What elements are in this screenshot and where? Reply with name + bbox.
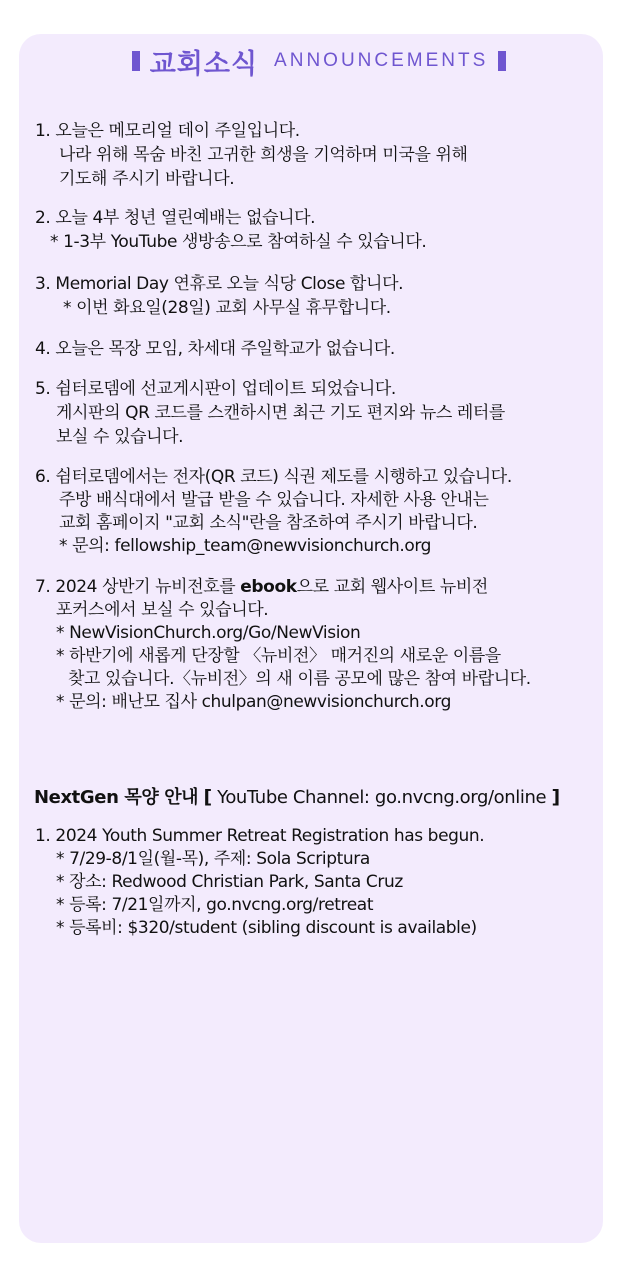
announcement-7-line-4: * 하반기에 새롭게 단장할 〈뉴비전〉 매거진의 새로운 이름을	[56, 646, 501, 666]
header-title-korean: 교회소식	[149, 48, 259, 80]
announcement-4-line-1: 4. 오늘은 목장 모임, 차세대 주일학교가 없습니다.	[35, 339, 395, 359]
announcement-6-contact: * 문의: fellowship_team@newvisionchurch.org	[59, 536, 432, 556]
header-title-english: ANNOUNCEMENTS	[274, 50, 489, 71]
nextgen-item-1-location: * 장소: Redwood Christian Park, Santa Cruz	[56, 872, 403, 892]
nextgen-title: NextGen 목양 안내	[34, 787, 199, 808]
announcement-6-line-2: 주방 배식대에서 발급 받을 수 있습니다. 자세한 사용 안내는	[59, 490, 489, 510]
announcement-1-line-2: 나라 위해 목숨 바친 고귀한 희생을 기억하며 미국을 위해	[59, 145, 468, 165]
nextgen-item-1-fee: * 등록비: $320/student (sibling discount is available)	[56, 918, 477, 938]
announcement-3-line-2: * 이번 화요일(28일) 교회 사무실 휴무합니다.	[63, 298, 391, 318]
announcement-7-text-a: 7. 2024 상반기 뉴비전호를	[35, 577, 241, 597]
nextgen-item-1-dates: * 7/29-8/1일(월-목), 주제: Sola Scriptura	[56, 849, 370, 869]
announcement-6-line-3: 교회 홈페이지 "교회 소식"란을 참조하여 주시기 바랍니다.	[59, 513, 478, 533]
announcement-5-line-2: 게시판의 QR 코드를 스캔하시면 최근 기도 편지와 뉴스 레터를	[56, 403, 505, 423]
announcement-5-line-3: 보실 수 있습니다.	[56, 427, 184, 447]
announcement-2-line-1: 2. 오늘 4부 청년 열린예배는 없습니다.	[35, 208, 316, 228]
announcement-7-text-b: 으로 교회 웹사이트 뉴비전	[296, 577, 488, 597]
announcement-7-line-1	[35, 576, 488, 598]
left-bar-decoration	[132, 51, 140, 71]
nextgen-item-1-registration: * 등록: 7/21일까지, go.nvcng.org/retreat	[56, 895, 374, 915]
announcement-7-contact: * 문의: 배난모 집사 chulpan@newvisionchurch.org	[56, 692, 451, 712]
announcement-2-line-2: * 1-3부 YouTube 생방송으로 참여하실 수 있습니다.	[50, 232, 427, 252]
youtube-channel: YouTube Channel: go.nvcng.org/online	[211, 787, 552, 808]
announcement-7-url: * NewVisionChurch.org/Go/NewVision	[56, 623, 361, 643]
bracket-close: ]	[551, 786, 560, 808]
announcement-6-line-1: 6. 쉼터로뎀에서는 전자(QR 코드) 식권 제도를 시행하고 있습니다.	[35, 467, 512, 487]
announcement-1-line-1: 1. 오늘은 메모리얼 데이 주일입니다.	[35, 121, 300, 141]
announcement-5-line-1: 5. 쉼터로뎀에 선교게시판이 업데이트 되었습니다.	[35, 379, 396, 399]
announcement-7-line-5: 찾고 있습니다.〈뉴비전〉의 새 이름 공모에 많은 참여 바랍니다.	[68, 669, 531, 689]
announcement-3-line-1: 3. Memorial Day 연휴로 오늘 식당 Close 합니다.	[35, 274, 404, 294]
nextgen-title-line	[34, 785, 560, 810]
announcement-7-line-2: 포커스에서 보실 수 있습니다.	[56, 600, 269, 620]
bracket-open: [	[203, 786, 212, 808]
announcement-7-ebook: ebook	[240, 577, 297, 597]
right-bar-decoration	[498, 51, 506, 71]
announcement-1-line-3: 기도해 주시기 바랍니다.	[59, 169, 235, 189]
announcements-header	[0, 43, 638, 79]
nextgen-item-1: 1. 2024 Youth Summer Retreat Registration has begun.	[35, 826, 485, 846]
